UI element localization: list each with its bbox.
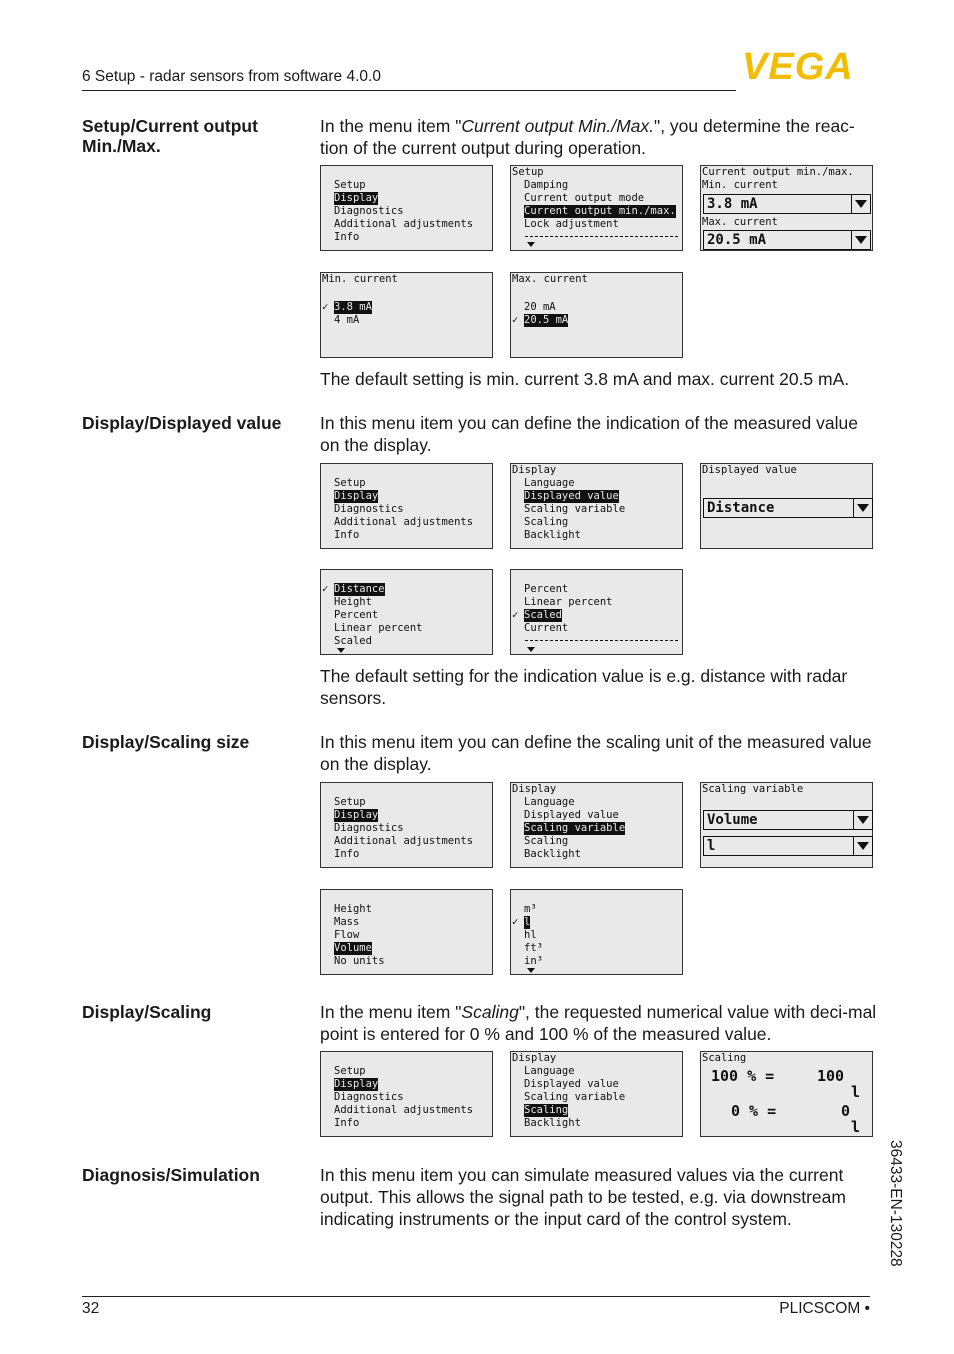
heading-current-output: Setup/Current output Min./Max. xyxy=(82,116,258,156)
chevron-down-icon xyxy=(853,499,872,517)
max-current-dropdown: 20.5 mA xyxy=(703,230,871,250)
heading-simulation: Diagnosis/Simulation xyxy=(82,1165,260,1185)
lcd-current-minmax: Current output min./max. Min. current 3.8 mA Max. current 20.5 mA xyxy=(700,165,873,251)
heading-displayed-value: Display/Displayed value xyxy=(82,413,282,433)
header-section-title: 6 Setup - radar sensors from software 4.0.0 xyxy=(82,68,381,85)
scroll-down-icon xyxy=(527,242,535,247)
scaling-0-unit: l xyxy=(851,1118,861,1136)
check-icon: ✓ xyxy=(322,301,329,313)
scroll-down-icon xyxy=(337,648,345,653)
note-displayed-value: The default setting for the indication value is e.g. distance with radar sensors. xyxy=(320,666,848,708)
document-id: 36433-EN-130228 xyxy=(887,1140,904,1267)
lcd-setup-menu: Setup Damping Current output mode Current output min./max. Lock adjustment xyxy=(510,165,683,251)
note-current-output: The default setting is min. current 3.8 mA and max. current 20.5 mA. xyxy=(320,369,850,389)
scaling-unit-dropdown: l xyxy=(703,836,873,856)
scroll-down-icon xyxy=(527,647,535,652)
check-icon: ✓ xyxy=(322,583,329,595)
lcd-display-menu-2: Display Language Displayed value Scaling variable Scaling Backlight xyxy=(510,782,683,868)
lcd-scaling-variable: Scaling variable Volume l xyxy=(700,782,873,868)
lcd-main-menu-3: Setup Display Diagnostics Additional adjustments Info xyxy=(320,782,493,868)
vega-logo: VEGA xyxy=(742,46,854,88)
scaling-100-unit: l xyxy=(851,1083,861,1101)
lcd-main-menu-2: Setup Display Diagnostics Additional adjustments Info xyxy=(320,463,493,549)
intro-displayed-value: In this menu item you can define the indication of the measured value on the display. xyxy=(320,413,858,455)
lcd-displayed-value: Displayed value Distance xyxy=(700,463,873,549)
header-rule xyxy=(82,90,736,91)
chevron-down-icon xyxy=(853,811,872,829)
scaling-variable-dropdown: Volume xyxy=(703,810,873,830)
lcd-unit-list: m³ ✓ l hl ft³ in³ xyxy=(510,889,683,975)
lcd-main-menu-4: Setup Display Diagnostics Additional adjustments Info xyxy=(320,1051,493,1137)
intro-current-output: In the menu item "Current output Min./Max.", you determine the reac-tion of the current output during operation. xyxy=(320,116,855,158)
lcd-scaling: Scaling 100 % = 100 l 0 % = 0 l xyxy=(700,1051,873,1137)
check-icon: ✓ xyxy=(512,314,519,326)
lcd-max-current-list: Max. current 20 mA ✓ 20.5 mA xyxy=(510,272,683,358)
lcd-display-menu-1: Display Language Displayed value Scaling variable Scaling Backlight xyxy=(510,463,683,549)
lcd-display-menu-3: Display Language Displayed value Scaling variable Scaling Backlight xyxy=(510,1051,683,1137)
lcd-main-menu-1: Setup Display Diagnostics Additional adjustments Info xyxy=(320,165,493,251)
lcd-displayed-value-list-1: ✓ Distance Height Percent Linear percent Scaled xyxy=(320,569,493,655)
scaling-0-value: 0 xyxy=(841,1102,851,1120)
displayed-value-dropdown: Distance xyxy=(703,498,873,518)
check-icon: ✓ xyxy=(512,609,519,621)
chevron-down-icon xyxy=(851,231,870,249)
heading-scaling: Display/Scaling xyxy=(82,1002,212,1022)
scaling-100-label: 100 % = xyxy=(711,1067,775,1085)
lcd-scaling-size-list: Height Mass Flow Volume No units xyxy=(320,889,493,975)
check-icon: ✓ xyxy=(512,916,519,928)
min-current-dropdown: 3.8 mA xyxy=(703,194,871,214)
page-number: 32 xyxy=(82,1300,100,1317)
chevron-down-icon xyxy=(851,195,870,213)
intro-simulation: In this menu item you can simulate measured values via the current output. This allows the signal path to be tested, e.g. via downstream indicating instruments or the input card of the control system. xyxy=(320,1165,846,1229)
scaling-0-label: 0 % = xyxy=(731,1102,777,1120)
heading-scaling-size: Display/Scaling size xyxy=(82,732,250,752)
product-name: PLICSCOM • xyxy=(779,1300,870,1317)
lcd-displayed-value-list-2: Percent Linear percent ✓ Scaled Current xyxy=(510,569,683,655)
intro-scaling: In the menu item "Scaling", the requested numerical value with deci-mal point is entered for 0 % and 100 % of the measured value. xyxy=(320,1002,877,1044)
scroll-down-icon xyxy=(527,968,535,973)
footer-rule xyxy=(82,1296,870,1297)
chevron-down-icon xyxy=(853,837,872,855)
intro-scaling-size: In this menu item you can define the scaling unit of the measured value on the display. xyxy=(320,732,872,774)
lcd-min-current-list: Min. current ✓ 3.8 mA 4 mA xyxy=(320,272,493,358)
scaling-100-value: 100 xyxy=(817,1067,845,1085)
